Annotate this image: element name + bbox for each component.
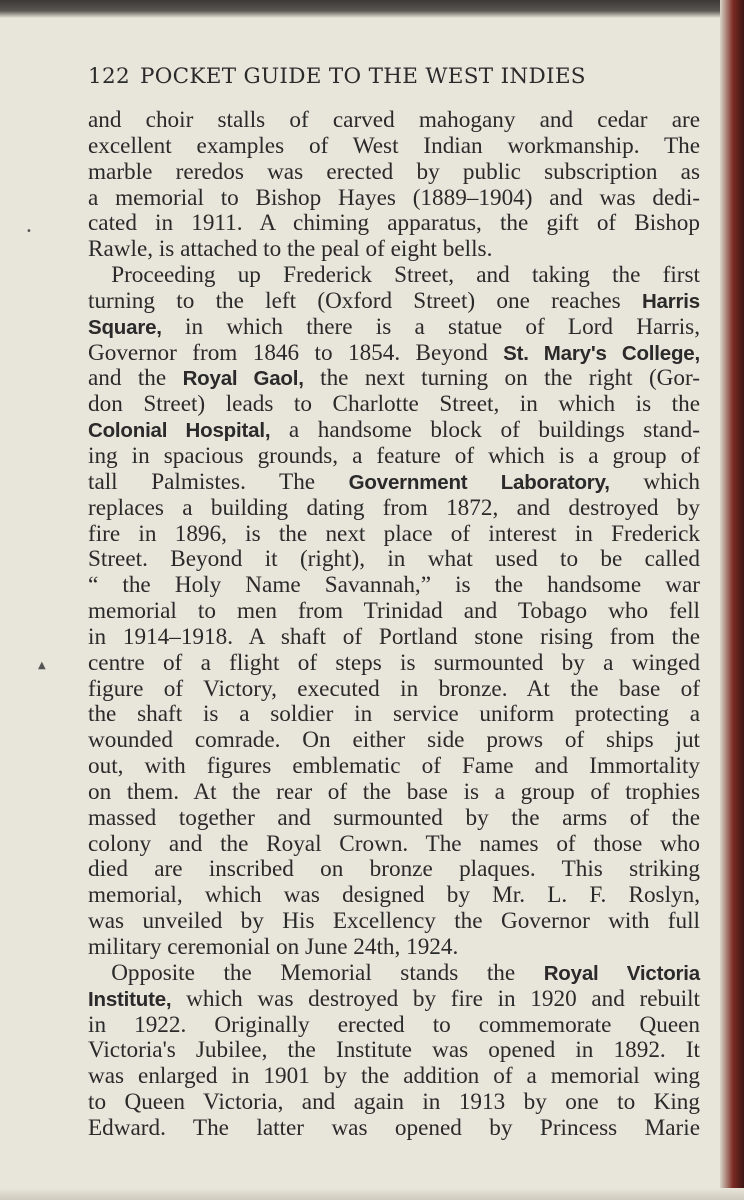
text-segment: Edward. The latter was opened by Princess Marie — [88, 1114, 700, 1141]
text-segment: Governor from 1846 to 1854. Beyond — [88, 339, 504, 366]
text-segment: memorial to men from Trinidad and Tobago who fell — [88, 598, 700, 625]
text-segment: a memorial to Bishop Hayes (1889–1904) and was dedi- — [88, 184, 700, 211]
text-segment: fire in 1896, is the next place of interest in Frederick — [88, 520, 700, 547]
text-line — [88, 702, 700, 728]
text-line — [88, 522, 700, 548]
text-line — [88, 909, 700, 935]
text-segment: colony and the Royal Crown. The names of those who — [88, 830, 700, 857]
text-line — [88, 547, 700, 573]
text-line — [88, 806, 700, 832]
text-segment: and choir stalls of carved mahogany and cedar are — [88, 107, 700, 133]
text-line — [88, 1116, 700, 1142]
text-segment: Victoria's Jubilee, the Institute was opened in 1892. It — [88, 1037, 700, 1064]
text-line — [88, 573, 700, 599]
body-text — [88, 108, 700, 1142]
text-line — [88, 599, 700, 625]
bold-place-name: Royal Gaol, — [182, 367, 304, 391]
text-line — [88, 754, 700, 780]
text-segment: Street. Beyond it (right), in what used to be called — [88, 546, 700, 573]
text-line — [88, 677, 700, 703]
text-line — [88, 186, 700, 212]
text-segment: centre of a flight of steps is surmounted by a winged — [88, 649, 700, 676]
text-line — [88, 470, 700, 496]
text-segment: figure of Victory, executed in bronze. At the base of — [88, 675, 700, 702]
text-line — [88, 987, 700, 1013]
bold-place-name: Harris — [641, 289, 700, 313]
text-segment: to Queen Victoria, and again in 1913 by one to King — [88, 1089, 700, 1116]
text-line — [88, 392, 700, 418]
text-segment: turning to the left (Oxford Street) one reaches — [88, 287, 642, 314]
text-segment: on them. At the rear of the base is a group of trophies — [88, 778, 700, 805]
text-segment: in 1922. Originally erected to commemorate Queen — [88, 1011, 700, 1038]
text-segment: which was destroyed by fire in 1920 and rebuilt — [171, 985, 700, 1012]
text-segment: out, with figures emblematic of Fame and Immortality — [88, 753, 700, 780]
text-segment: cated in 1911. A chiming apparatus, the gift of Bishop — [88, 210, 700, 237]
text-segment: Opposite the Memorial stands the — [88, 959, 544, 986]
text-segment: in which there is a statue of Lord Harris, — [161, 313, 700, 340]
text-segment: “ the Holy Name Savannah,” is the handsome war — [88, 572, 700, 599]
text-line — [88, 625, 700, 651]
text-line — [88, 728, 700, 754]
text-segment: in 1914–1918. A shaft of Portland stone rising from the — [88, 623, 700, 650]
text-segment: a handsome block of buildings stand- — [270, 417, 700, 444]
text-line — [88, 935, 700, 961]
text-line — [88, 160, 700, 186]
text-segment: the next turning on the right (Gor- — [303, 365, 700, 392]
bold-place-name: Institute, — [88, 987, 172, 1011]
margin-speck: ▲ — [38, 660, 46, 671]
text-line — [88, 1013, 700, 1039]
text-segment: excellent examples of West Indian workmanship. The — [88, 132, 700, 159]
text-segment: died are inscribed on bronze plaques. This striking — [88, 856, 700, 883]
text-line — [88, 315, 700, 341]
text-segment: the shaft is a soldier in service uniform protecting a — [88, 701, 700, 728]
text-segment: was unveiled by His Excellency the Governor with full — [88, 908, 700, 935]
text-line — [88, 237, 700, 263]
text-line — [88, 1090, 700, 1116]
page-bottom-edge — [0, 1188, 744, 1200]
bold-place-name: Government Laboratory, — [348, 470, 610, 494]
running-title: POCKET GUIDE TO THE WEST INDIES — [139, 64, 586, 89]
text-segment: replaces a building dating from 1872, and destroyed by — [88, 494, 700, 521]
bold-place-name: St. Mary's College, — [503, 341, 700, 365]
text-segment: memorial, which was designed by Mr. L. F. Roslyn, — [88, 882, 700, 909]
text-line — [88, 134, 700, 160]
text-line — [88, 211, 700, 237]
text-line — [88, 418, 700, 444]
text-line — [88, 341, 700, 367]
text-segment: military ceremonial on June 24th, 1924. — [88, 934, 459, 960]
text-line — [88, 444, 700, 470]
text-segment: and the — [88, 365, 183, 392]
margin-speck: • — [26, 226, 32, 237]
text-line — [88, 108, 700, 134]
text-line — [88, 651, 700, 677]
text-line — [88, 1064, 700, 1090]
page-number: 122 — [88, 64, 130, 89]
text-line — [88, 366, 700, 392]
text-segment: wounded comrade. On either side prows of ships jut — [88, 727, 700, 754]
text-line — [88, 780, 700, 806]
text-line — [88, 289, 700, 315]
text-line — [88, 263, 700, 289]
text-line — [88, 496, 700, 522]
text-line — [88, 1038, 700, 1064]
text-segment: was enlarged in 1901 by the addition of a memorial wing — [88, 1063, 700, 1090]
bold-place-name: Square, — [88, 315, 162, 339]
text-line — [88, 857, 700, 883]
running-header — [88, 64, 700, 89]
text-segment: ing in spacious grounds, a feature of which is a group of — [88, 442, 700, 469]
text-segment: don Street) leads to Charlotte Street, in which is the — [88, 391, 700, 418]
text-segment: Rawle, is attached to the peal of eight bells. — [88, 236, 493, 263]
bold-place-name: Royal Victoria — [543, 961, 700, 985]
page-top-edge — [0, 0, 744, 18]
text-line — [88, 883, 700, 909]
text-line — [88, 832, 700, 858]
text-segment: which — [609, 468, 700, 495]
text-segment: Proceeding up Frederick Street, and taking the first — [88, 262, 700, 289]
text-segment: tall Palmistes. The — [88, 468, 349, 495]
bold-place-name: Colonial Hospital, — [88, 419, 271, 443]
text-segment: massed together and surmounted by the arms of the — [88, 804, 700, 831]
text-line — [88, 961, 700, 987]
text-segment: marble reredos was erected by public subscription as — [88, 158, 700, 185]
book-spine-edge — [720, 0, 744, 1200]
